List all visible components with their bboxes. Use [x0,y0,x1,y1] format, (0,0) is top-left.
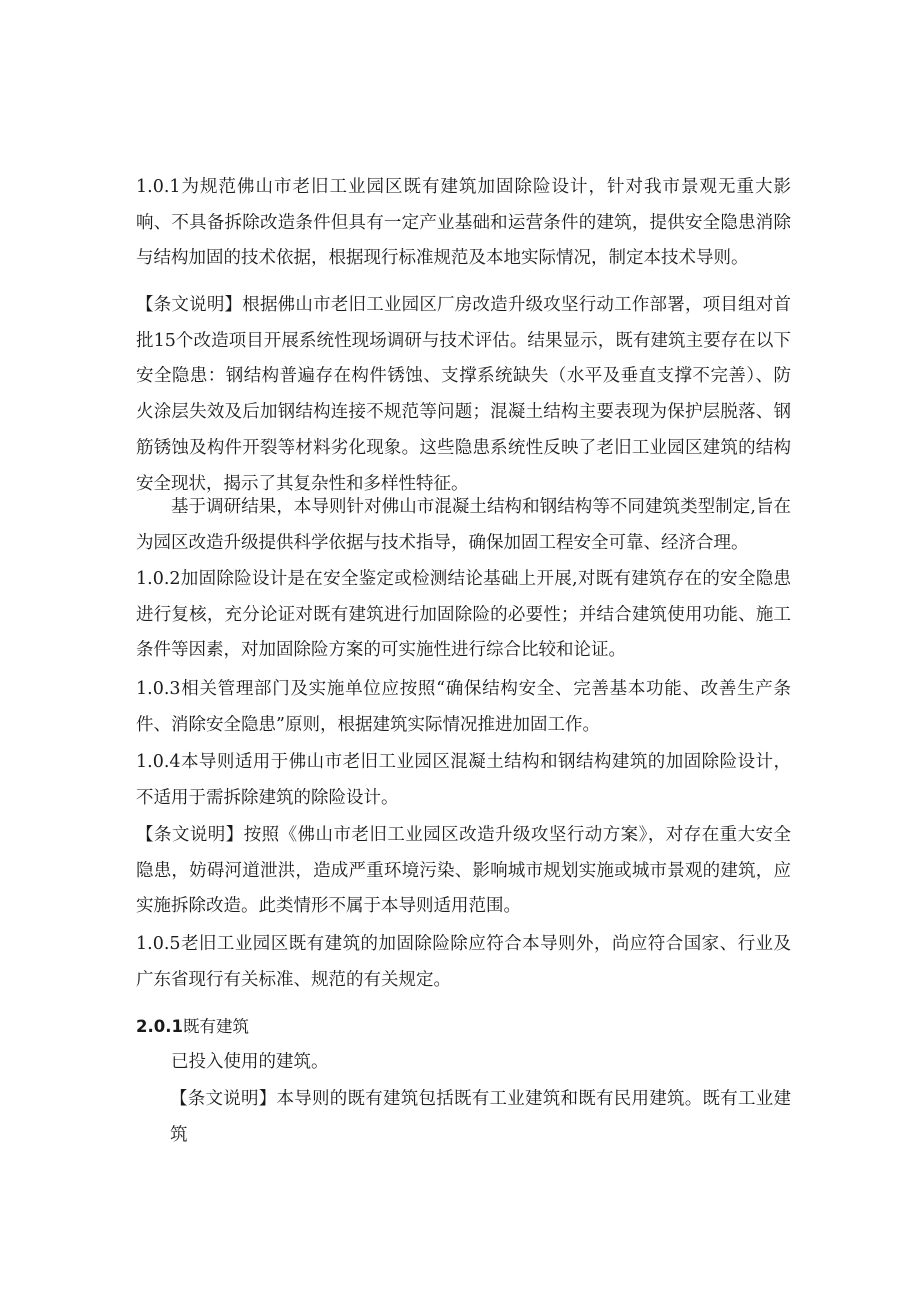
clause-1-0-3: 1.0.3相关管理部门及实施单位应按照“确保结构安全、完善基本功能、改善生产条件、消除安全隐患”原则，根据建筑实际情况推进加固工作。 [136,679,791,735]
term-2-0-1-title: 既有建筑 [182,1017,249,1036]
clause-1-0-5: 1.0.5老旧工业园区既有建筑的加固除险除应符合本导则外，尚应符合国家、行业及广东省现行有关标准、规范的有关规定。 [136,934,791,990]
clause-1-0-1: 1.0.1为规范佛山市老旧工业园区既有建筑加固除险设计，针对我市景观无重大影响、不具备拆除改造条件但具有一定产业基础和运营条件的建筑，提供安全隐患消除与结构加固的技术依据，根据现行标准规范及本地实际情况，制定本技术导则。 [136,177,791,269]
clause-1-0-1-explanation: 【条文说明】根据佛山市老旧工业园区厂房改造升级攻坚行动工作部署，项目组对首批15个改造项目开展系统性现场调研与技术评估。结果显示，既有建筑主要存在以下安全隐患：钢结构普遍存在构件锈蚀、支撑系统缺失（水平及垂直支撑不完善）、防火涂层失效及后加钢结构连接不规范等问题；混凝土结构主要表现为保护层脱落、钢筋锈蚀及构件开裂等材料劣化现象。这些隐患系统性反映了老旧工业园区建筑的结构安全现状，揭示了其复杂性和多样性特征。 [136,295,791,494]
term-2-0-1-definition: 已投入使用的建筑。 [171,1052,329,1072]
term-2-0-1-heading [136,1009,791,1045]
clause-1-0-2: 1.0.2加固除险设计是在安全鉴定或检测结论基础上开展,对既有建筑存在的安全隐患进行复核，充分论证对既有建筑进行加固除险的必要性；并结合建筑使用功能、施工条件等因素，对加固除险方案的可实施性进行综合比较和论证。 [136,569,791,661]
clause-1-0-1-explanation-continued: 基于调研结果，本导则针对佛山市混凝土结构和钢结构等不同建筑类型制定,旨在为园区改造升级提供科学依据与技术指导，确保加固工程安全可靠、经济合理。 [136,497,791,553]
clause-1-0-4: 1.0.4本导则适用于佛山市老旧工业园区混凝土结构和钢结构建筑的加固除险设计，不适用于需拆除建筑的除险设计。 [136,752,791,808]
term-2-0-1-number: 2.0.1 [136,1017,183,1036]
clause-1-0-4-explanation: 【条文说明】按照《佛山市老旧工业园区改造升级攻坚行动方案》，对存在重大安全隐患，妨碍河道泄洪，造成严重环境污染、影响城市规划实施或城市景观的建筑，应实施拆除改造。此类情形不属于本导则适用范围。 [136,825,791,917]
term-2-0-1-explanation: 【条文说明】本导则的既有建筑包括既有工业建筑和既有民用建筑。既有工业建筑 [170,1089,791,1145]
